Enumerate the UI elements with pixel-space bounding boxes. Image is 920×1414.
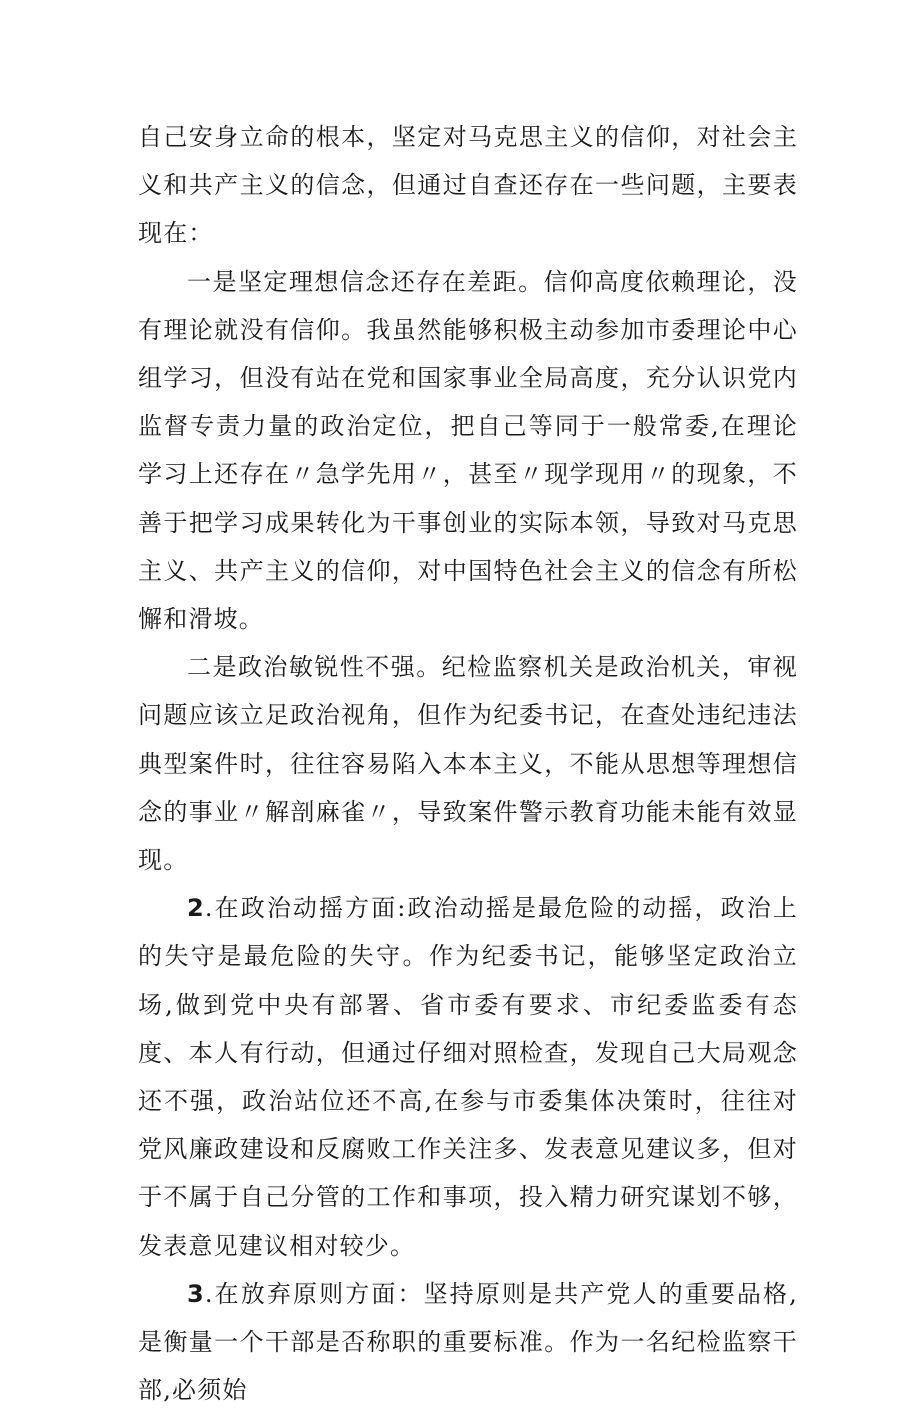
paragraph-intro-text: 自己安身立命的根本，坚定对马克思主义的信仰，对社会主义和共产主义的信念，但通过自查还存在一些问题，主要表现在： bbox=[138, 123, 798, 248]
paragraph-intro bbox=[138, 113, 798, 258]
section-number-3: 3 bbox=[187, 1279, 205, 1308]
paragraph-abandoning-principles bbox=[138, 1270, 798, 1414]
paragraph-political-sensitivity bbox=[138, 643, 798, 884]
section-number-2: 2 bbox=[187, 894, 205, 923]
paragraph-abandoning-principles-text: .在放弃原则方面：坚持原则是共产党人的重要品格,是衡量一个干部是否称职的重要标准。作为一名纪检监察干部,必须始 bbox=[138, 1279, 798, 1405]
paragraph-political-sensitivity-text: 二是政治敏锐性不强。纪检监察机关是政治机关，审视问题应该立足政治视角，但作为纪委书记，在查处违纪违法典型案件时，往往容易陷入本本主义，不能从思想等理想信念的事业〃解剖麻雀〃，导致案件警示教育功能未能有效显现。 bbox=[138, 653, 798, 875]
paragraph-ideals-gap-text: 一是坚定理想信念还存在差距。信仰高度依赖理论，没有理论就没有信仰。我虽然能够积极主动参加市委理论中心组学习，但没有站在党和国家事业全局高度，充分认识党内监督专责力量的政治定位，把自己等同于一般常委,在理论学习上还存在〃急学先用〃，甚至〃现学现用〃的现象，不善于把学习成果转化为干事创业的实际本领，导致对马克思主义、共产主义的信仰，对中国特色社会主义的信念有所松懈和滑坡。 bbox=[138, 267, 798, 634]
document-body bbox=[138, 113, 798, 1414]
paragraph-political-wavering bbox=[138, 884, 798, 1270]
paragraph-political-wavering-text: .在政治动摇方面:政治动摇是最危险的动摇，政治上的失守是最危险的失守。作为纪委书记，能够坚定政治立场,做到党中央有部署、省市委有要求、市纪委监委有态度、本人有行动，但通过仔细对照检查，发现自己大局观念还不强，政治站位还不高,在参与市委集体决策时，往往对党风廉政建设和反腐败工作关注多、发表意见建议多，但对于不属于自己分管的工作和事项，投入精力研究谋划不够，发表意见建议相对较少。 bbox=[138, 894, 798, 1260]
paragraph-ideals-gap bbox=[138, 258, 798, 644]
